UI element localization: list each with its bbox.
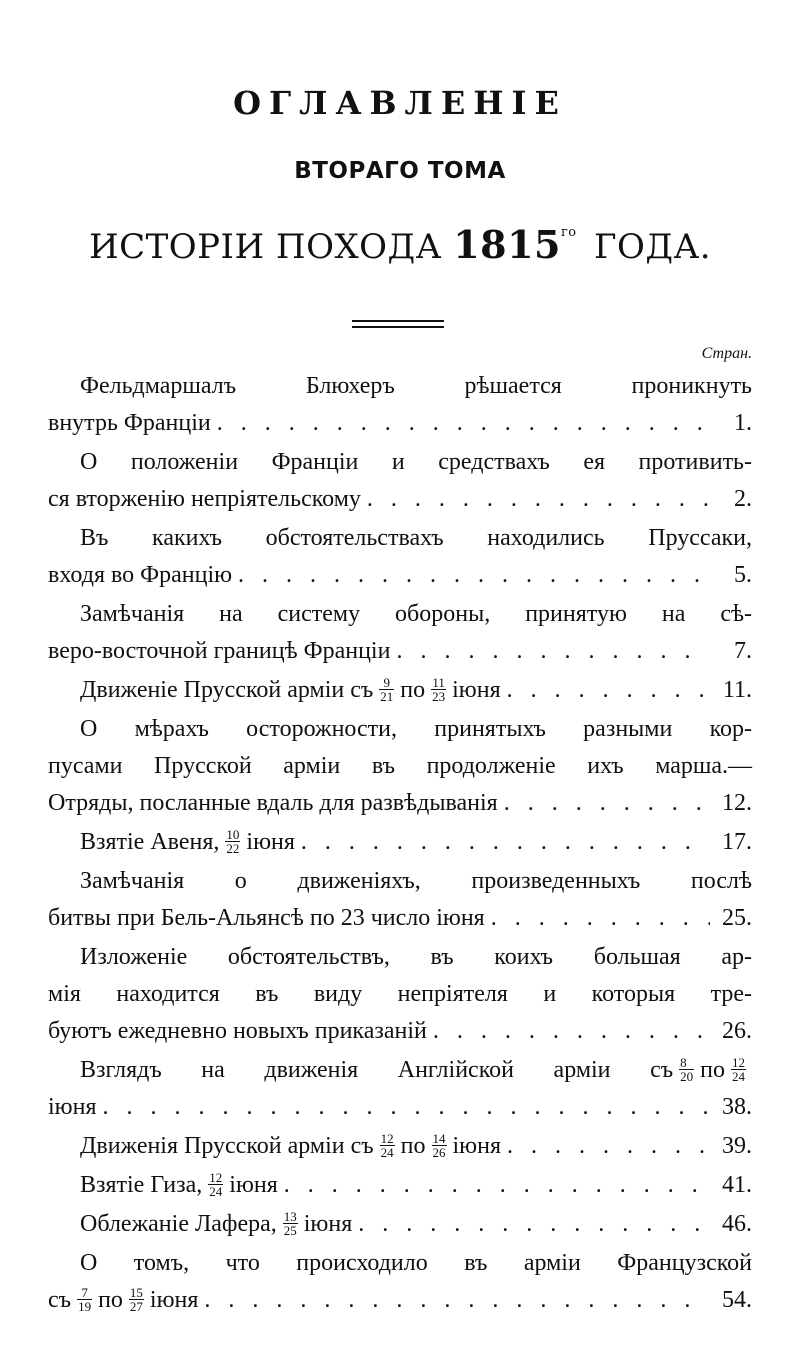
fraction-denominator: 24: [209, 1183, 223, 1199]
fraction-denominator: 25: [283, 1222, 297, 1238]
entry-text: веро-восточной границѣ Франціи: [48, 638, 391, 664]
fraction: [679, 1056, 694, 1083]
entry-line: [48, 1013, 752, 1050]
dot-leader: [367, 481, 710, 518]
fraction: [129, 1286, 144, 1313]
entry-text: Взглядъ на движенія Англійской арміи съ: [80, 1057, 674, 1083]
fraction: [731, 1056, 746, 1083]
divider-rule: [352, 320, 444, 322]
fraction-denominator: 23: [432, 688, 446, 704]
entry-line: мія находится въ виду непріятеля и которыя тре-: [48, 981, 752, 1007]
dot-leader: [301, 824, 710, 861]
entry-line: [48, 481, 752, 518]
fraction-numerator: 7: [77, 1286, 92, 1300]
dot-leader: [433, 1013, 710, 1050]
history-year-suffix: го: [561, 225, 577, 240]
toc-entry: [48, 711, 752, 822]
fraction-numerator: 13: [283, 1208, 297, 1224]
page-number: 2.: [734, 486, 752, 512]
entry-text: Облежаніе Лафера, $\frac{13}{25}$ іюня: [80, 1208, 353, 1238]
entry-text: Движеніе Прусской арміи съ $\frac{9}{21}$ по $\frac{11}{23}$ іюня: [80, 674, 501, 704]
toc-entry: [48, 520, 752, 594]
page-number: 38.: [722, 1094, 752, 1120]
fraction-denominator: 21: [380, 688, 394, 704]
toc-list: [48, 368, 752, 1321]
dot-leader: [102, 1089, 710, 1126]
entry-line: [48, 1089, 752, 1126]
dot-leader: [491, 900, 710, 937]
entry-text: Взятіе Гиза, $\frac{12}{24}$ іюня: [80, 1169, 278, 1199]
toc-entry: [48, 863, 752, 937]
fraction: [225, 828, 240, 855]
page-number: 12.: [722, 790, 752, 816]
fraction-numerator: 14: [432, 1130, 446, 1146]
entry-line: [48, 900, 752, 937]
entry-text: Отряды, посланные вдаль для развѣдыванія: [48, 790, 498, 816]
toc-entry: [48, 939, 752, 1050]
volume-title: ВТОРАГО ТОМА: [294, 158, 506, 184]
page-number: 25.: [722, 905, 752, 931]
fraction-numerator: 10: [226, 826, 240, 842]
toc-entry: [48, 368, 752, 442]
entry-line: пусами Прусской арміи въ продолженіе ихъ марша.—: [48, 753, 752, 779]
fraction-denominator: 19: [78, 1298, 92, 1314]
entry-text: буютъ ежедневно новыхъ приказаній: [48, 1018, 427, 1044]
page-number: 54.: [722, 1287, 752, 1313]
toc-entry: [48, 1245, 752, 1319]
entry-text: съ $\frac{7}{19}$ по $\frac{15}{27}$ іюня: [48, 1284, 199, 1314]
fraction: [431, 676, 446, 703]
fraction-numerator: 8: [679, 1056, 694, 1070]
dot-leader: [507, 672, 710, 709]
entry-line: Фельдмаршалъ Блюхеръ рѣшается проникнуть: [80, 373, 752, 399]
entry-line: Замѣчанія на систему обороны, принятую на сѣ-: [80, 601, 752, 627]
entry-text: битвы при Бель-Альянсѣ по 23 число іюня: [48, 905, 485, 931]
history-year: 1815: [453, 222, 561, 267]
entry-line: О положеніи Франціи и средствахъ ея противить-: [80, 449, 752, 475]
dot-leader: [238, 557, 710, 594]
fraction-denominator: 20: [680, 1068, 694, 1084]
fraction-numerator: 12: [209, 1169, 223, 1185]
entry-text: Взятіе Авеня, $\frac{10}{22}$ іюня: [80, 826, 295, 856]
fraction-numerator: 12: [380, 1130, 394, 1146]
entry-line: Въ какихъ обстоятельствахъ находились Пруссаки,: [80, 525, 752, 551]
toc-entry: [48, 1052, 752, 1126]
entry-line: [48, 405, 752, 442]
page-column-heading: Стран.: [701, 345, 752, 362]
entry-line: [48, 557, 752, 594]
toc-entry: [48, 444, 752, 518]
entry-text: Движенія Прусской арміи съ $\frac{12}{24}$ по $\frac{14}{26}$ іюня: [80, 1130, 501, 1160]
entry-line: [48, 1167, 752, 1204]
fraction-denominator: 22: [226, 840, 240, 856]
fraction-numerator: 9: [379, 676, 394, 690]
dot-leader: [217, 405, 710, 442]
history-title-suffix: ГОДА.: [593, 227, 712, 267]
page-number: 11.: [722, 677, 752, 703]
page-number: 1.: [734, 410, 752, 436]
toc-entry: [48, 824, 752, 861]
entry-line: [48, 1206, 752, 1243]
dot-leader: [358, 1206, 710, 1243]
dot-leader: [507, 1128, 710, 1165]
entry-text: іюня: [48, 1094, 97, 1120]
fraction: [380, 1132, 395, 1159]
page-number: 39.: [722, 1133, 752, 1159]
fraction: [283, 1210, 298, 1237]
page-number: 7.: [734, 638, 752, 664]
page-number: 17.: [722, 829, 752, 855]
page-title: ОГЛАВЛЕНІЕ: [233, 84, 567, 122]
fraction: [208, 1171, 223, 1198]
entry-line: Замѣчанія о движеніяхъ, произведенныхъ послѣ: [80, 868, 752, 894]
entry-line: [48, 785, 752, 822]
page-number: 5.: [734, 562, 752, 588]
toc-entry: [48, 596, 752, 670]
toc-entry: [48, 1167, 752, 1204]
history-title-prefix: ИСТОРІИ ПОХОДА: [88, 227, 442, 267]
entry-line: Изложеніе обстоятельствъ, въ коихъ большая ар-: [80, 944, 752, 970]
entry-text: по: [700, 1057, 725, 1083]
entry-text: входя во Францію: [48, 562, 233, 588]
toc-entry: [48, 672, 752, 709]
entry-line: [48, 1128, 752, 1165]
dot-leader: [396, 633, 710, 670]
fraction-denominator: 27: [129, 1298, 143, 1314]
fraction: [432, 1132, 447, 1159]
fraction: [77, 1286, 92, 1313]
history-title: [0, 222, 800, 267]
fraction-denominator: 24: [732, 1068, 745, 1084]
entry-line: [48, 672, 752, 709]
entry-line: [48, 824, 752, 861]
entry-text: внутрь Франціи: [48, 410, 211, 436]
fraction: [379, 676, 394, 703]
entry-line: О мѣрахъ осторожности, принятыхъ разными кор-: [80, 716, 752, 742]
divider-rule: [352, 326, 444, 328]
fraction-numerator: 15: [129, 1284, 143, 1300]
entry-line: [48, 1282, 752, 1319]
dot-leader: [204, 1282, 710, 1319]
toc-entry: [48, 1206, 752, 1243]
toc-entry: [48, 1128, 752, 1165]
fraction-denominator: 26: [432, 1144, 446, 1160]
fraction-numerator: 11: [432, 674, 445, 690]
entry-line: [48, 1052, 752, 1089]
entry-text: ся вторженію непріятельскому: [48, 486, 361, 512]
page-number: 26.: [722, 1018, 752, 1044]
entry-line: О томъ, что происходило въ арміи Французской: [80, 1250, 752, 1276]
page-number: 46.: [722, 1211, 752, 1237]
fraction-denominator: 24: [380, 1144, 394, 1160]
entry-line: [48, 633, 752, 670]
dot-leader: [504, 785, 710, 822]
fraction-numerator: 12: [732, 1054, 745, 1070]
page-number: 41.: [722, 1172, 752, 1198]
dot-leader: [284, 1167, 710, 1204]
